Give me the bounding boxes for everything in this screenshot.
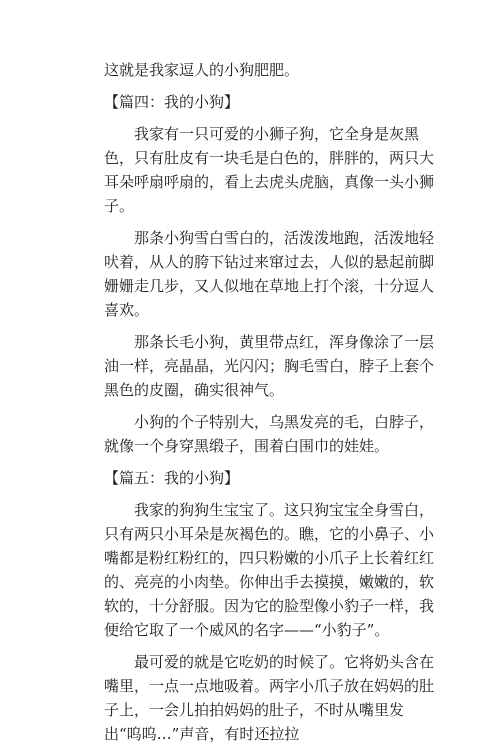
paragraph-4-2: 那条小狗雪白雪白的，活泼泼地跑，活泼地轻吠着，从人的胯下钻过来窜过去，人似的悬起前脚姗姗走几步，又人似地在草地上打个滚，十分逗人喜欢。 — [104, 229, 435, 319]
paragraph-4-4: 小狗的个子特别大，乌黑发亮的毛，白脖子，就像一个身穿黑缎子，围着白围巾的娃娃。 — [104, 413, 435, 455]
document-content — [104, 58, 434, 752]
section-heading-5: 【篇五：我的小狗】 — [104, 469, 240, 487]
paragraph-5-1: 我家的狗狗生宝宝了。这只狗宝宝全身雪白，只有两只小耳朵是灰褐色的。瞧，它的小鼻子、小嘴都是粉红粉红的，四只粉嫩的小爪子上长着红红的、亮亮的小肉垫。你伸出手去摸摸，嫩嫩的，软软的，十分舒服。因为它的脸型像小豹子一样，我便给它取了一个威风的名字——“小豹子”。 — [104, 501, 435, 639]
section-heading-4: 【篇四：我的小狗】 — [104, 93, 240, 111]
paragraph-4-3: 那条长毛小狗，黄里带点红，浑身像涂了一层油一样，亮晶晶，光闪闪；胸毛雪白，脖子上套个黑色的皮圈，确实很神气。 — [104, 333, 435, 399]
paragraph-intro-line: 这就是我家逗人的小狗肥肥。 — [104, 61, 300, 79]
paragraph-5-2: 最可爱的就是它吃奶的时候了。它将奶头含在嘴里，一点一点地吸着。两字小爪子放在妈妈的肚子上，一会儿拍拍妈妈的肚子，不时从嘴里发出“呜呜…”声音，有时还拉拉 — [104, 653, 435, 743]
paragraph-4-1: 我家有一只可爱的小狮子狗，它全身是灰黑色，只有肚皮有一块毛是白色的，胖胖的，两只大耳朵呼扇呼扇的，看上去虎头虎脑，真像一头小狮子。 — [104, 125, 435, 215]
